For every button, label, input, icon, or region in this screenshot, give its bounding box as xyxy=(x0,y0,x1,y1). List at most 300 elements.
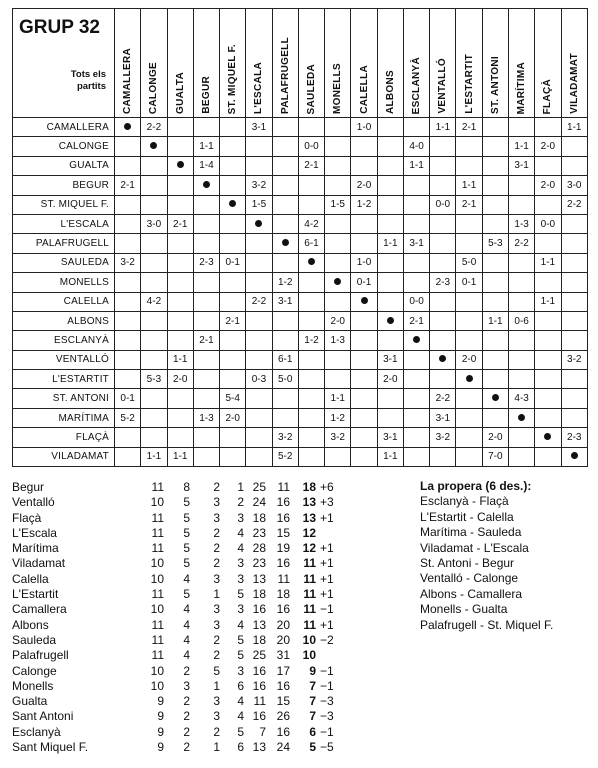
result-cell xyxy=(298,447,324,466)
result-cell xyxy=(167,389,193,408)
result-cell xyxy=(561,156,587,175)
result-cell xyxy=(377,118,403,137)
result-cell xyxy=(298,176,324,195)
result-cell xyxy=(508,253,534,272)
standings-gf: 16 xyxy=(252,678,266,693)
result-cell: 0-0 xyxy=(430,195,456,214)
standings-e: 2 xyxy=(213,632,220,647)
standings-gf: 13 xyxy=(252,617,266,632)
result-cell: 5-4 xyxy=(220,389,246,408)
standings-gc: 11 xyxy=(277,480,290,494)
result-cell xyxy=(167,311,193,330)
result-cell xyxy=(430,253,456,272)
result-cell xyxy=(193,447,219,466)
standings-pj: 9 xyxy=(157,709,164,724)
result-cell xyxy=(298,273,324,292)
result-cell xyxy=(246,350,272,369)
result-cell xyxy=(351,311,377,330)
standings-diff: +1 xyxy=(320,541,334,556)
diagonal-cell xyxy=(430,350,456,369)
standings-p: 3 xyxy=(237,602,244,617)
dot-icon xyxy=(518,414,525,421)
standings-p: 2 xyxy=(237,495,244,510)
result-cell xyxy=(115,214,141,233)
standings-team: Begur xyxy=(12,480,45,494)
standings-gc: 16 xyxy=(276,602,290,617)
column-header-label: VENTALLÓ xyxy=(437,58,449,114)
result-cell xyxy=(508,292,534,311)
standings-g: 4 xyxy=(183,617,190,632)
standings-p: 1 xyxy=(237,480,244,494)
result-cell xyxy=(141,350,167,369)
result-cell: 2-0 xyxy=(482,428,508,447)
standings-team: Calella xyxy=(12,571,49,586)
column-header xyxy=(508,9,534,118)
column-header-label: CALONGE xyxy=(148,61,160,114)
column-header xyxy=(456,9,482,118)
standings-pj: 10 xyxy=(150,663,164,678)
column-header-label: CAMALLERA xyxy=(122,47,134,114)
result-cell: 3-2 xyxy=(246,176,272,195)
result-cell xyxy=(482,253,508,272)
standings-gc: 18 xyxy=(276,587,290,602)
result-cell xyxy=(535,311,561,330)
row-team-name: ST. ANTONI xyxy=(13,389,115,408)
dot-icon xyxy=(492,394,499,401)
diagonal-cell xyxy=(220,195,246,214)
result-cell: 2-0 xyxy=(325,311,351,330)
result-cell: 2-3 xyxy=(561,428,587,447)
result-cell: 5-3 xyxy=(141,370,167,389)
standings-pts: 13 xyxy=(302,510,316,525)
grid-row xyxy=(13,273,588,292)
standings-pts: 11 xyxy=(303,556,316,571)
standings-gc: 16 xyxy=(276,556,290,571)
result-cell: 2-0 xyxy=(167,370,193,389)
standings-g: 2 xyxy=(183,740,190,755)
row-team-name: ALBONS xyxy=(13,311,115,330)
result-cell: 1-2 xyxy=(298,331,324,350)
standings-team: Monells xyxy=(12,678,54,693)
result-cell: 2-3 xyxy=(193,253,219,272)
standings-p: 4 xyxy=(237,694,244,709)
result-cell xyxy=(246,331,272,350)
result-cell: 1-5 xyxy=(325,195,351,214)
result-cell xyxy=(325,292,351,311)
standings-e: 2 xyxy=(213,648,220,663)
result-cell xyxy=(220,156,246,175)
column-header-label: L'ESCALA xyxy=(253,62,265,114)
standings-gc: 31 xyxy=(276,648,290,663)
result-cell xyxy=(377,214,403,233)
dot-icon xyxy=(177,161,184,168)
column-header xyxy=(561,9,587,118)
next-round-title: La propera (6 des.): xyxy=(420,479,532,493)
grid-row xyxy=(13,214,588,233)
standings-e: 3 xyxy=(213,602,220,617)
result-cell xyxy=(220,176,246,195)
standings-p: 5 xyxy=(237,724,244,739)
result-cell: 3-1 xyxy=(377,350,403,369)
column-header-label: MARÍTIMA xyxy=(516,61,528,114)
standings-pts: 9 xyxy=(309,663,316,678)
next-match: Albons - Camallera xyxy=(420,586,523,601)
result-cell xyxy=(561,214,587,233)
next-match: Monells - Gualta xyxy=(420,602,508,617)
result-cell xyxy=(298,408,324,427)
standings-pj: 11 xyxy=(151,510,164,525)
result-cell xyxy=(325,370,351,389)
row-team-name: GUALTA xyxy=(13,156,115,175)
next-match: Marítima - Sauleda xyxy=(420,525,522,540)
standings-team: Sant Antoni xyxy=(12,709,74,724)
column-header xyxy=(351,9,377,118)
standings-diff: +6 xyxy=(320,480,334,494)
result-cell xyxy=(193,350,219,369)
result-cell xyxy=(298,389,324,408)
dot-icon xyxy=(361,297,368,304)
result-cell xyxy=(193,311,219,330)
standings-gf: 16 xyxy=(252,709,266,724)
result-cell xyxy=(456,234,482,253)
result-cell xyxy=(508,350,534,369)
column-header-label: FLAÇÀ xyxy=(542,78,554,114)
result-cell xyxy=(430,292,456,311)
next-round-list xyxy=(420,494,553,633)
result-cell: 5-2 xyxy=(272,447,298,466)
result-cell xyxy=(561,234,587,253)
result-cell xyxy=(456,389,482,408)
standings-g: 4 xyxy=(183,648,190,663)
column-header xyxy=(246,9,272,118)
result-cell xyxy=(220,331,246,350)
result-cell xyxy=(561,273,587,292)
standings-g: 2 xyxy=(183,694,190,709)
result-cell xyxy=(325,137,351,156)
result-cell xyxy=(167,234,193,253)
standings-gf: 28 xyxy=(252,541,266,556)
result-cell: 2-2 xyxy=(508,234,534,253)
standings-pj: 11 xyxy=(151,632,164,647)
standings-pj: 9 xyxy=(157,724,164,739)
standings-pts: 10 xyxy=(302,648,316,663)
result-cell: 1-1 xyxy=(508,137,534,156)
result-cell xyxy=(403,370,429,389)
standings-diff: −1 xyxy=(320,724,334,739)
grid-row xyxy=(13,253,588,272)
standings-row xyxy=(12,618,368,633)
result-cell xyxy=(272,408,298,427)
standings-p: 3 xyxy=(237,663,244,678)
column-header-label: SAULEDA xyxy=(305,63,317,114)
result-cell: 1-1 xyxy=(535,253,561,272)
result-cell: 1-1 xyxy=(167,447,193,466)
result-cell xyxy=(351,137,377,156)
result-cell xyxy=(272,214,298,233)
diagonal-cell xyxy=(298,253,324,272)
row-team-name: ST. MIQUEL F. xyxy=(13,195,115,214)
standings-row xyxy=(12,664,368,679)
column-header xyxy=(220,9,246,118)
result-cell xyxy=(377,137,403,156)
result-cell xyxy=(508,331,534,350)
standings-row xyxy=(12,648,368,663)
column-header-label: GUALTA xyxy=(174,72,186,114)
standings-gf: 18 xyxy=(252,587,266,602)
standings-team: Sauleda xyxy=(12,632,57,647)
result-cell xyxy=(246,253,272,272)
dot-icon xyxy=(571,452,578,459)
result-cell: 3-0 xyxy=(561,176,587,195)
result-cell xyxy=(141,234,167,253)
result-cell: 2-1 xyxy=(456,195,482,214)
result-cell xyxy=(141,408,167,427)
standings-row xyxy=(12,602,368,617)
dot-icon xyxy=(387,317,394,324)
row-team-name: BEGUR xyxy=(13,176,115,195)
row-team-name: PALAFRUGELL xyxy=(13,234,115,253)
result-cell xyxy=(220,370,246,389)
standings-team: Camallera xyxy=(12,602,67,617)
column-header-label: ST. MIQUEL F. xyxy=(227,43,239,114)
standings-row xyxy=(12,679,368,694)
result-cell: 1-3 xyxy=(325,331,351,350)
standings-row xyxy=(12,725,368,740)
result-cell: 1-1 xyxy=(193,137,219,156)
standings-row xyxy=(12,694,368,709)
result-cell: 0-1 xyxy=(115,389,141,408)
grid-row xyxy=(13,428,588,447)
result-cell: 1-0 xyxy=(351,118,377,137)
diagonal-cell xyxy=(325,273,351,292)
result-cell: 2-1 xyxy=(115,176,141,195)
result-cell: 6-1 xyxy=(272,350,298,369)
grid-row xyxy=(13,389,588,408)
result-cell: 0-0 xyxy=(403,292,429,311)
grid-row xyxy=(13,195,588,214)
row-team-name: MARÍTIMA xyxy=(13,408,115,427)
result-cell xyxy=(298,350,324,369)
standings-g: 4 xyxy=(183,602,190,617)
standings-row xyxy=(12,495,368,510)
standings-pj: 11 xyxy=(151,587,164,602)
result-cell xyxy=(351,428,377,447)
subtitle-line1: Tots els xyxy=(70,69,106,80)
result-cell xyxy=(115,156,141,175)
result-cell xyxy=(167,292,193,311)
standings-p: 3 xyxy=(237,510,244,525)
result-cell: 2-0 xyxy=(220,408,246,427)
dot-icon xyxy=(203,181,210,188)
result-cell xyxy=(141,273,167,292)
standings-gf: 18 xyxy=(252,632,266,647)
standings-diff: +1 xyxy=(320,571,334,586)
column-header-label: ST. ANTONI xyxy=(489,55,501,114)
result-cell xyxy=(482,118,508,137)
result-cell: 3-1 xyxy=(377,428,403,447)
result-cell xyxy=(141,253,167,272)
standings-g: 3 xyxy=(183,678,190,693)
result-cell xyxy=(535,408,561,427)
standings-g: 2 xyxy=(183,663,190,678)
result-cell xyxy=(351,234,377,253)
standings-gc: 19 xyxy=(276,541,290,556)
column-header xyxy=(141,9,167,118)
row-team-name: CAMALLERA xyxy=(13,118,115,137)
column-header xyxy=(482,9,508,118)
diagonal-cell xyxy=(508,408,534,427)
standings-pts: 7 xyxy=(309,678,316,693)
standings-e: 1 xyxy=(213,740,220,755)
result-cell: 1-1 xyxy=(325,389,351,408)
grid-row xyxy=(13,311,588,330)
result-cell xyxy=(561,253,587,272)
dot-icon xyxy=(150,142,157,149)
result-cell: 0-6 xyxy=(508,311,534,330)
result-cell xyxy=(141,389,167,408)
result-cell xyxy=(403,389,429,408)
standings-pj: 11 xyxy=(151,525,164,540)
result-cell xyxy=(508,428,534,447)
row-team-name: L'ESTARTIT xyxy=(13,370,115,389)
grid-row xyxy=(13,176,588,195)
result-cell: 2-2 xyxy=(561,195,587,214)
result-cell xyxy=(403,428,429,447)
result-cell xyxy=(508,118,534,137)
standings-row xyxy=(12,633,368,648)
standings-row xyxy=(12,526,368,541)
standings-e: 2 xyxy=(213,556,220,571)
result-cell: 2-1 xyxy=(220,311,246,330)
result-cell xyxy=(141,311,167,330)
column-header-label: ALBONS xyxy=(384,69,396,114)
grid-header-row xyxy=(13,9,588,118)
result-cell xyxy=(351,214,377,233)
standings-e: 3 xyxy=(213,495,220,510)
standings-pts: 12 xyxy=(302,525,316,540)
row-team-name: MONELLS xyxy=(13,273,115,292)
standings-pts: 11 xyxy=(303,602,316,617)
result-cell xyxy=(272,331,298,350)
result-cell: 1-5 xyxy=(246,195,272,214)
standings-gc: 11 xyxy=(277,571,290,586)
standings-pj: 11 xyxy=(151,541,164,556)
next-match: Viladamat - L'Escala xyxy=(420,540,529,555)
standings-team: Marítima xyxy=(12,541,59,556)
diagonal-cell xyxy=(403,331,429,350)
result-cell xyxy=(115,370,141,389)
result-cell xyxy=(325,118,351,137)
standings-pts: 7 xyxy=(309,694,316,709)
result-cell xyxy=(482,156,508,175)
standings-gf: 25 xyxy=(252,480,266,494)
result-cell xyxy=(377,408,403,427)
result-cell xyxy=(482,408,508,427)
result-cell xyxy=(456,311,482,330)
result-cell: 2-1 xyxy=(456,118,482,137)
standings-diff: −3 xyxy=(320,709,334,724)
result-cell xyxy=(167,118,193,137)
result-cell xyxy=(430,447,456,466)
result-cell xyxy=(456,156,482,175)
result-cell xyxy=(351,370,377,389)
result-cell xyxy=(482,273,508,292)
dot-icon xyxy=(413,336,420,343)
results-grid xyxy=(12,8,588,467)
grid-row xyxy=(13,234,588,253)
standings-pj: 11 xyxy=(151,480,164,494)
standings-gf: 23 xyxy=(252,556,266,571)
column-header xyxy=(298,9,324,118)
result-cell: 3-1 xyxy=(246,118,272,137)
row-team-name: VILADAMAT xyxy=(13,447,115,466)
grid-row xyxy=(13,137,588,156)
standings-team: Esclanyà xyxy=(12,724,61,739)
result-cell xyxy=(220,118,246,137)
column-header xyxy=(193,9,219,118)
next-match: Esclanyà - Flaçà xyxy=(420,494,509,509)
result-cell: 5-2 xyxy=(115,408,141,427)
standings-p: 5 xyxy=(237,587,244,602)
standings-row xyxy=(12,480,368,495)
row-team-name: CALELLA xyxy=(13,292,115,311)
standings-team: Sant Miquel F. xyxy=(12,740,89,755)
result-cell xyxy=(298,428,324,447)
result-cell xyxy=(167,137,193,156)
result-cell xyxy=(193,292,219,311)
standings-gc: 26 xyxy=(276,709,290,724)
result-cell xyxy=(167,195,193,214)
result-cell xyxy=(325,447,351,466)
result-cell: 1-1 xyxy=(535,292,561,311)
result-cell: 0-1 xyxy=(456,273,482,292)
diagonal-cell xyxy=(535,428,561,447)
standings-diff: −1 xyxy=(320,663,334,678)
standings-g: 5 xyxy=(183,495,190,510)
standings-gf: 7 xyxy=(259,724,266,739)
result-cell: 1-1 xyxy=(561,118,587,137)
standings-g: 2 xyxy=(183,709,190,724)
result-cell: 5-3 xyxy=(482,234,508,253)
standings-e: 1 xyxy=(213,678,220,693)
result-cell xyxy=(403,408,429,427)
result-cell xyxy=(535,195,561,214)
result-cell: 1-1 xyxy=(430,118,456,137)
standings-pj: 9 xyxy=(157,740,164,755)
result-cell: 4-3 xyxy=(508,389,534,408)
result-cell xyxy=(246,428,272,447)
result-cell: 3-1 xyxy=(403,234,429,253)
result-cell: 2-1 xyxy=(298,156,324,175)
standings-team: Palafrugell xyxy=(12,648,69,663)
result-cell xyxy=(167,428,193,447)
dot-icon xyxy=(334,278,341,285)
standings-e: 3 xyxy=(213,510,220,525)
result-cell xyxy=(351,350,377,369)
standings-p: 3 xyxy=(237,571,244,586)
standings-pts: 11 xyxy=(303,617,316,632)
result-cell xyxy=(141,331,167,350)
diagonal-cell xyxy=(272,234,298,253)
result-cell xyxy=(403,253,429,272)
result-cell: 3-2 xyxy=(561,350,587,369)
standings-p: 6 xyxy=(237,678,244,693)
standings-p: 4 xyxy=(237,525,244,540)
result-cell xyxy=(115,137,141,156)
result-cell xyxy=(298,118,324,137)
next-match: L'Estartit - Calella xyxy=(420,509,514,524)
dot-icon xyxy=(124,123,131,130)
